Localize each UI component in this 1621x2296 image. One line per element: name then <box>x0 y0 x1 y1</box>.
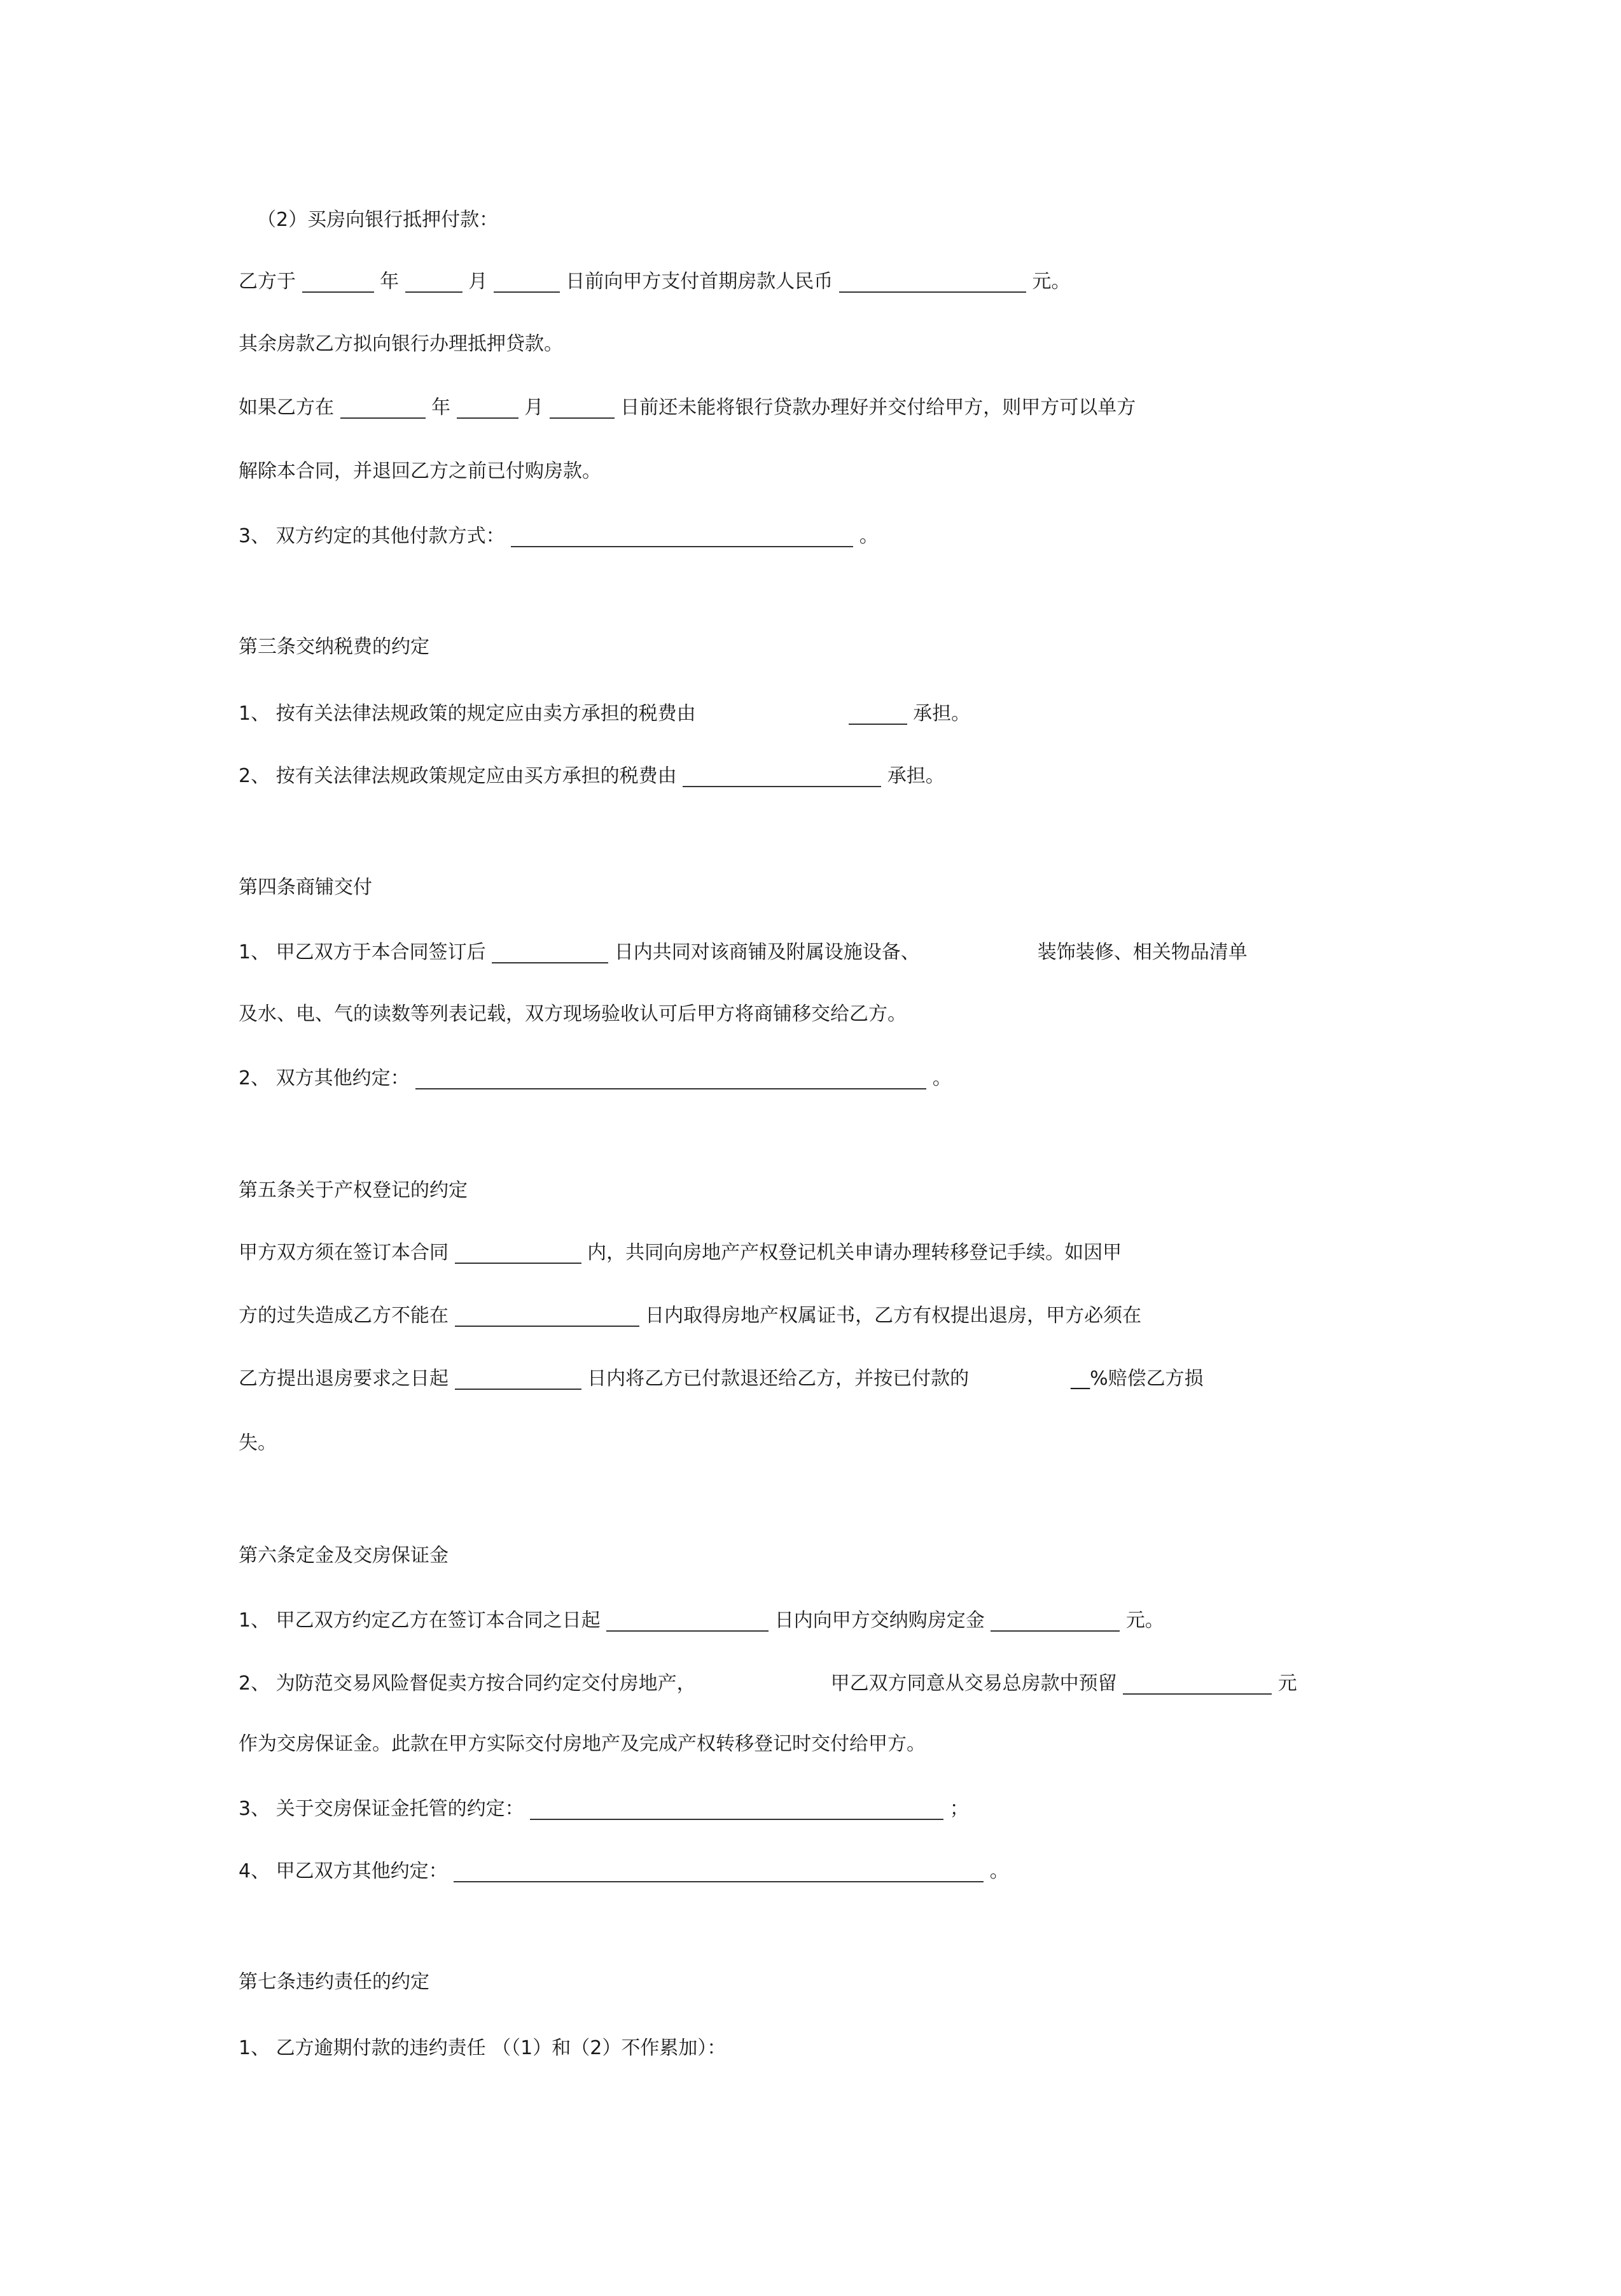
remaining-payment-line: 其余房款乙方拟向银行办理抵押贷款。 <box>239 333 563 355</box>
escrow-blank[interactable] <box>530 1798 943 1823</box>
tax-seller-line: 1、 按有关法律法规政策的规定应由卖方承担的税费由 承担。 <box>239 701 970 727</box>
handover-other-line: 2、 双方其他约定： 。 <box>239 1065 952 1092</box>
handover-days-blank[interactable] <box>492 942 608 966</box>
section-5-heading: 第五条关于产权登记的约定 <box>239 1179 468 1201</box>
year-blank[interactable] <box>302 271 374 295</box>
registration-line-2: 方的过失造成乙方不能在 日内取得房地产权属证书，乙方有权提出退房，甲方必须在 <box>239 1303 1141 1329</box>
month-blank[interactable] <box>405 271 463 295</box>
section-3-heading: 第三条交纳税费的约定 <box>239 636 429 658</box>
other-payment-blank[interactable] <box>511 526 853 550</box>
section-4-heading: 第四条商铺交付 <box>239 876 372 899</box>
tax-buyer-blank[interactable] <box>683 766 881 790</box>
guarantee-amount-blank[interactable] <box>1123 1673 1272 1697</box>
registration-line-4: 失。 <box>239 1432 277 1454</box>
registration-line-1: 甲方双方须在签订本合同 内，共同向房地产产权登记机关申请办理转移登记手续。如因甲 <box>239 1240 1122 1266</box>
amount-blank[interactable] <box>839 271 1026 295</box>
loan-deadline-line: 如果乙方在 年 月 日前还未能将银行贷款办理好并交付给甲方，则甲方可以单方 <box>239 395 1136 421</box>
certificate-days-blank[interactable] <box>455 1305 639 1329</box>
year-blank[interactable] <box>340 397 426 421</box>
guarantee-cont-line: 作为交房保证金。此款在甲方实际交付房地产及完成产权转移登记时交付给甲方。 <box>239 1733 926 1755</box>
deposit-other-blank[interactable] <box>454 1861 984 1885</box>
deposit-days-blank[interactable] <box>606 1610 769 1634</box>
section-6-heading: 第六条定金及交房保证金 <box>239 1544 449 1567</box>
other-payment-line: 3、 双方约定的其他付款方式： 。 <box>239 523 879 550</box>
deposit-line: 1、 甲乙双方约定乙方在签订本合同之日起 日内向甲方交纳购房定金 元。 <box>239 1607 1164 1634</box>
tax-seller-blank[interactable] <box>849 703 907 727</box>
day-blank[interactable] <box>494 271 560 295</box>
down-payment-line: 乙方于 年 月 日前向甲方支付首期房款人民币 元。 <box>239 269 1070 295</box>
refund-days-blank[interactable] <box>455 1368 581 1392</box>
section-7-heading: 第七条违约责任的约定 <box>239 1971 429 1993</box>
month-blank[interactable] <box>457 397 518 421</box>
registration-line-3: 乙方提出退房要求之日起 日内将乙方已付款退还给乙方，并按已付款的 __%赔偿乙方损 <box>239 1366 1204 1392</box>
handover-cont-line: 及水、电、气的读数等列表记载，双方现场验收认可后甲方将商铺移交给乙方。 <box>239 1003 907 1025</box>
day-blank[interactable] <box>550 397 615 421</box>
deposit-amount-blank[interactable] <box>991 1610 1120 1634</box>
guarantee-line: 2、 为防范交易风险督促卖方按合同约定交付房地产， 甲乙双方同意从交易总房款中预留 元 <box>239 1670 1297 1697</box>
deposit-other-line: 4、 甲乙双方其他约定： 。 <box>239 1858 1009 1885</box>
escrow-line: 3、 关于交房保证金托管的约定： ； <box>239 1796 969 1823</box>
handover-line: 1、 甲乙双方于本合同签订后 日内共同对该商铺及附属设施设备、 装饰装修、相关物品清单 <box>239 939 1248 966</box>
tax-buyer-line: 2、 按有关法律法规政策规定应由买方承担的税费由 承担。 <box>239 763 945 790</box>
termination-line: 解除本合同，并退回乙方之前已付购房款。 <box>239 460 601 482</box>
late-payment-line: 1、 乙方逾期付款的违约责任 （（1）和（2）不作累加）： <box>239 2037 727 2059</box>
item-2-title: （2）买房向银行抵押付款： <box>257 209 499 231</box>
registration-period-blank[interactable] <box>455 1242 581 1266</box>
handover-other-blank[interactable] <box>415 1068 926 1092</box>
